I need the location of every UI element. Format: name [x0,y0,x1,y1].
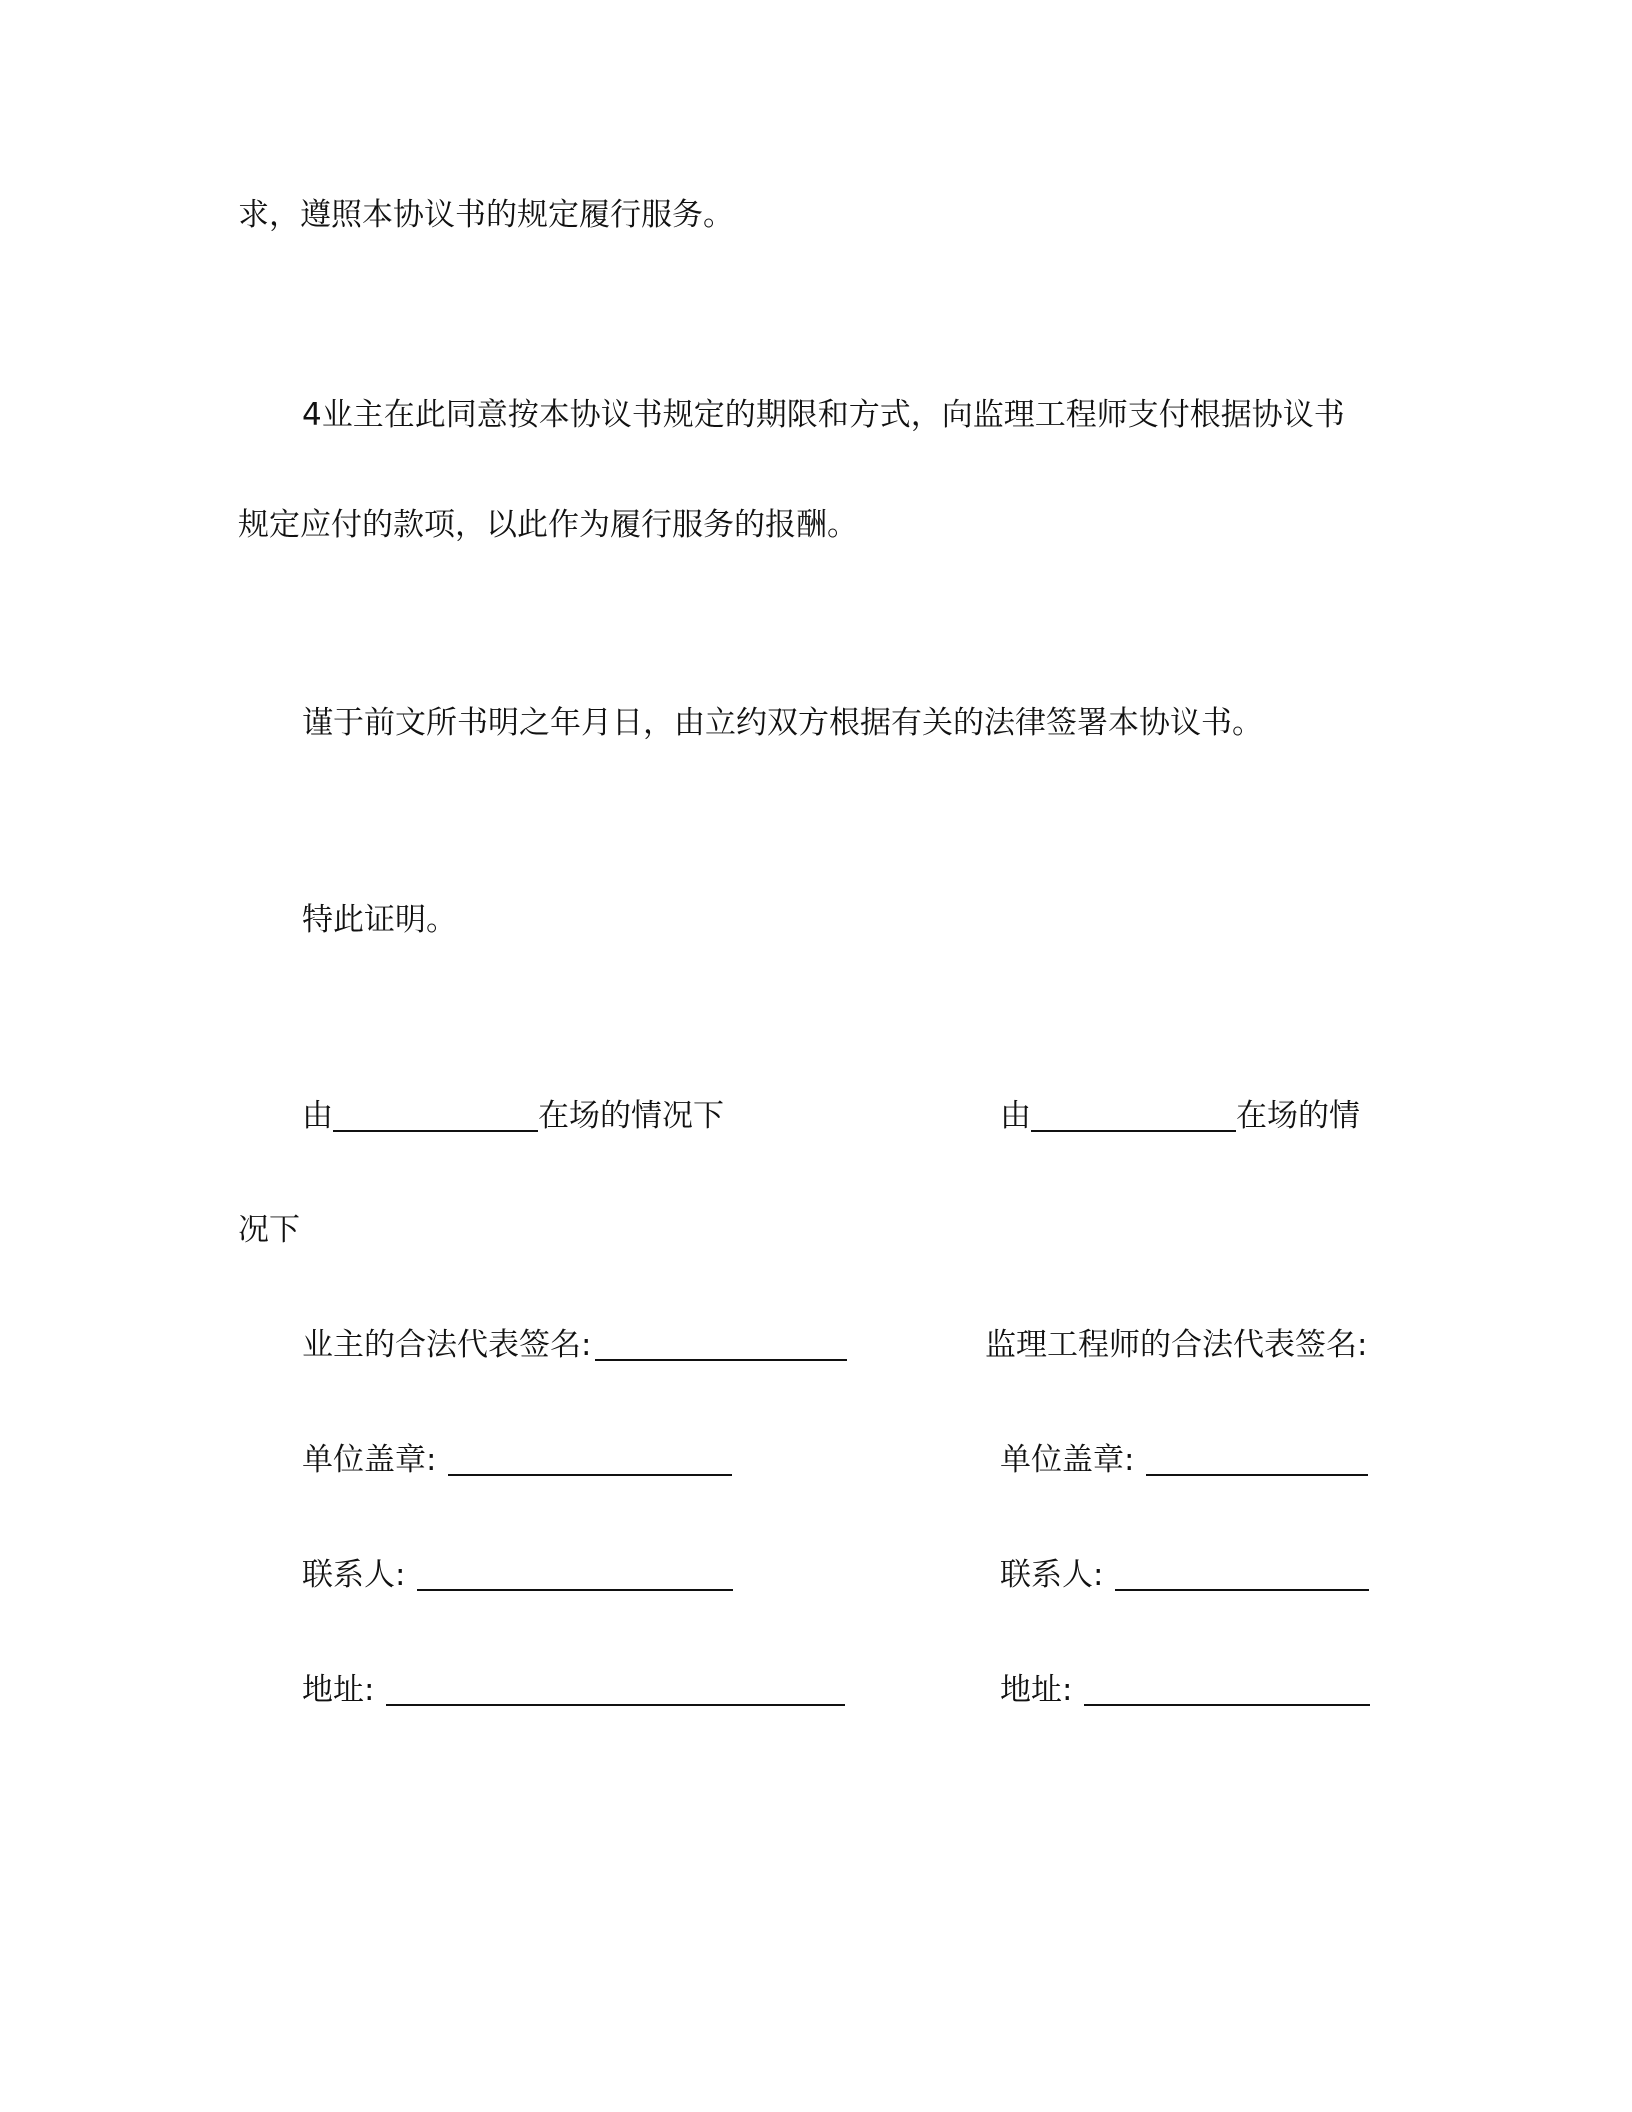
witness-right [1000,1096,1360,1136]
owner-signature-label: 业主的合法代表签名: [302,1327,592,1363]
owner-contact-blank [417,1561,733,1591]
engineer-address-blank [1084,1676,1370,1706]
owner-address-blank [386,1676,845,1706]
owner-seal-row [302,1440,732,1480]
engineer-contact-blank [1115,1561,1369,1591]
owner-seal-label: 单位盖章: [302,1442,437,1478]
owner-address-label: 地址: [302,1672,375,1708]
witness-right-suffix: 在场的情 [1236,1098,1360,1134]
engineer-seal-blank [1146,1446,1368,1476]
witness-left [302,1096,724,1136]
engineer-contact-row [1000,1555,1369,1595]
owner-contact-label: 联系人: [302,1557,406,1593]
clause-4-line-2: 规定应付的款项，以此作为履行服务的报酬。 [238,507,858,543]
witness-left-prefix: 由 [302,1098,333,1134]
owner-signature-row [302,1325,847,1365]
owner-contact-row [302,1555,733,1595]
engineer-address-label: 地址: [1000,1672,1073,1708]
engineer-seal-label: 单位盖章: [1000,1442,1135,1478]
owner-signature-blank [595,1331,847,1361]
paragraph-continuation: 求，遵照本协议书的规定履行服务。 [238,197,734,233]
engineer-address-row [1000,1670,1370,1710]
witness-right-prefix: 由 [1000,1098,1031,1134]
engineer-contact-label: 联系人: [1000,1557,1104,1593]
owner-seal-blank [448,1446,732,1476]
witness-right-blank [1031,1102,1236,1132]
witness-right-wrap: 况下 [238,1212,300,1248]
engineer-signature-label: 监理工程师的合法代表签名: [985,1327,1368,1363]
clause-4-line-1: 4业主在此同意按本协议书规定的期限和方式，向监理工程师支付根据协议书 [302,397,1345,433]
engineer-signature-row [985,1325,1367,1365]
signing-statement: 谨于前文所书明之年月日，由立约双方根据有关的法律签署本协议书。 [302,705,1263,741]
witness-left-suffix: 在场的情况下 [538,1098,724,1134]
owner-address-row [302,1670,845,1710]
certification-text: 特此证明。 [302,902,457,938]
witness-left-blank [333,1102,538,1132]
engineer-seal-row [1000,1440,1368,1480]
